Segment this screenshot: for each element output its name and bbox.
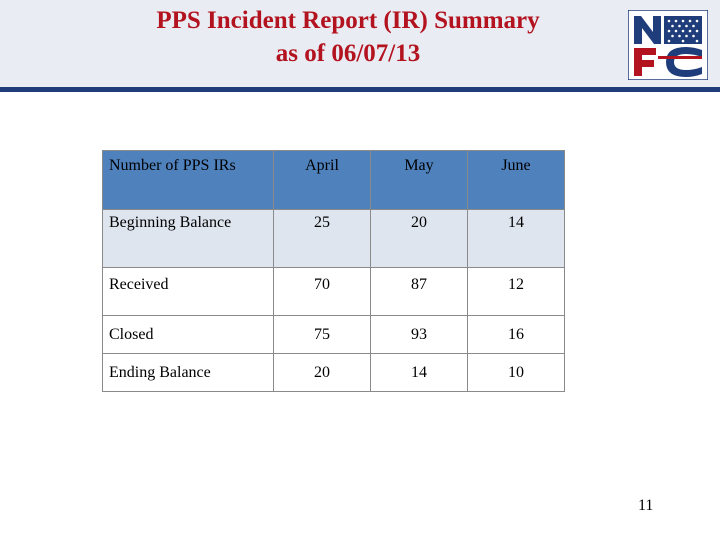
cell-june: 10 xyxy=(468,354,565,392)
table-row-closed xyxy=(103,316,565,354)
cell-april: 75 xyxy=(274,316,371,354)
row-label: Ending Balance xyxy=(103,354,274,392)
cell-june: 12 xyxy=(468,268,565,316)
row-label: Received xyxy=(103,268,274,316)
table-row-ending-balance xyxy=(103,354,565,392)
cell-april: 70 xyxy=(274,268,371,316)
ir-summary-table xyxy=(102,150,565,392)
cell-may: 87 xyxy=(371,268,468,316)
cell-april: 25 xyxy=(274,210,371,268)
cell-april: 20 xyxy=(274,354,371,392)
header-cell-april: April xyxy=(274,151,371,210)
cell-may: 93 xyxy=(371,316,468,354)
title-line-2: as of 06/07/13 xyxy=(275,40,421,67)
header-cell-june: June xyxy=(468,151,565,210)
slide-title xyxy=(60,4,636,70)
title-line-1: PPS Incident Report (IR) Summary xyxy=(156,7,540,34)
header-cell-label: Number of PPS IRs xyxy=(103,151,274,210)
cell-june: 14 xyxy=(468,210,565,268)
cell-may: 20 xyxy=(371,210,468,268)
table-header-row xyxy=(103,151,565,210)
cell-may: 14 xyxy=(371,354,468,392)
table-row-received xyxy=(103,268,565,316)
cell-june: 16 xyxy=(468,316,565,354)
header-rule xyxy=(0,87,720,92)
page-number: 11 xyxy=(638,497,654,514)
row-label: Beginning Balance xyxy=(103,210,274,268)
row-label: Closed xyxy=(103,316,274,354)
nfc-logo xyxy=(628,10,708,80)
header-cell-may: May xyxy=(371,151,468,210)
table-row-beginning-balance xyxy=(103,210,565,268)
